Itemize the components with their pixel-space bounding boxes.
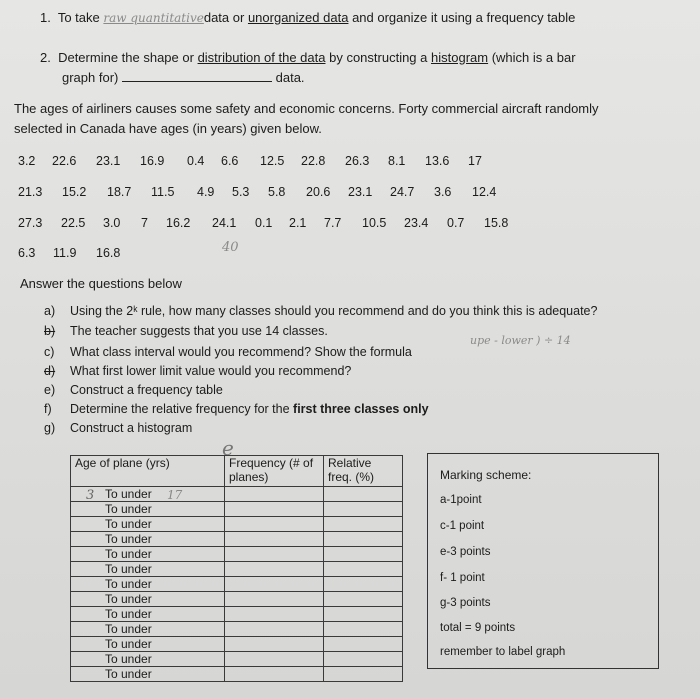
table-row: [71, 592, 403, 607]
relative-freq-cell[interactable]: [324, 487, 403, 502]
age-class-cell[interactable]: To under: [71, 562, 225, 577]
relative-freq-cell[interactable]: [324, 577, 403, 592]
age-value: 22.6: [52, 154, 77, 168]
question-text: Determine the relative frequency for the: [70, 402, 290, 416]
relative-freq-cell[interactable]: [324, 532, 403, 547]
table-row: [71, 562, 403, 577]
age-value: 2.1: [289, 216, 307, 230]
q2-pre: Determine the shape or: [58, 50, 194, 65]
table-row: [71, 502, 403, 517]
age-value: 23.1: [96, 154, 121, 168]
age-value: 4.9: [197, 185, 215, 199]
marking-item-g: g-3 points: [440, 597, 491, 609]
q2-number: 2.: [40, 50, 51, 65]
age-value: 24.1: [212, 216, 237, 230]
header-frequency: Frequency (# of planes): [225, 456, 324, 487]
frequency-cell[interactable]: [225, 577, 324, 592]
age-value: 26.3: [345, 154, 370, 168]
age-value: 23.4: [404, 216, 429, 230]
age-class-cell[interactable]: To under: [71, 502, 225, 517]
handnote-formula: upe - lower ) ÷ 14: [470, 334, 571, 347]
age-value: 7: [141, 216, 148, 230]
relative-freq-cell[interactable]: [324, 607, 403, 622]
question-item: [44, 364, 351, 378]
age-value: 17: [468, 154, 482, 168]
age-class-cell[interactable]: To under: [71, 577, 225, 592]
question-label: d): [44, 364, 56, 378]
question-label: g): [44, 421, 56, 435]
header-age: Age of plane (yrs): [71, 456, 225, 487]
handnote-17: 17: [167, 488, 183, 502]
age-class-cell[interactable]: To under: [71, 592, 225, 607]
header-relative-freq: Relative freq. (%): [324, 456, 403, 487]
question-item: [44, 402, 429, 416]
table-row: [71, 637, 403, 652]
age-value: 12.5: [260, 154, 285, 168]
age-value: 22.8: [301, 154, 326, 168]
age-value: 0.4: [187, 154, 205, 168]
age-value: 22.5: [61, 216, 86, 230]
intro-line-2: selected in Canada have ages (in years) given below.: [14, 121, 322, 136]
age-value: 15.2: [62, 185, 87, 199]
question-text: Construct a histogram: [70, 421, 193, 435]
relative-freq-cell[interactable]: [324, 667, 403, 682]
question-text: What first lower limit value would you recommend?: [70, 364, 352, 378]
relative-freq-cell[interactable]: [324, 652, 403, 667]
frequency-cell[interactable]: [225, 547, 324, 562]
age-value: 0.1: [255, 216, 273, 230]
age-value: 6.6: [221, 154, 239, 168]
question-label: e): [44, 383, 56, 397]
age-value: 8.1: [388, 154, 406, 168]
age-value: 3.6: [434, 185, 452, 199]
age-class-cell[interactable]: To under: [71, 637, 225, 652]
question-label: f): [44, 402, 52, 416]
intro-line-1: The ages of airliners causes some safety and economic concerns. Forty commercial aircraft randomly: [14, 101, 599, 116]
age-value: 12.4: [472, 185, 497, 199]
question-text: Construct a frequency table: [70, 383, 223, 397]
age-value: 11.9: [53, 246, 77, 260]
age-value: 3.2: [18, 154, 36, 168]
frequency-cell[interactable]: [225, 607, 324, 622]
age-value: 18.7: [107, 185, 132, 199]
frequency-cell[interactable]: [225, 517, 324, 532]
frequency-table: [70, 455, 403, 682]
marking-item-e: e-3 points: [440, 546, 491, 558]
age-value: 7.7: [324, 216, 342, 230]
table-row: [71, 652, 403, 667]
question-label: a): [44, 304, 56, 318]
age-value: 0.7: [447, 216, 465, 230]
question-bold-text: first three classes only: [293, 402, 429, 416]
question-item: [44, 304, 597, 318]
q2-blank: [122, 71, 272, 82]
q1-handwritten: raw quantitative: [103, 11, 204, 25]
age-value: 21.3: [18, 185, 43, 199]
marking-item-c: c-1 point: [440, 520, 485, 532]
table-row: [71, 577, 403, 592]
table-row: [71, 547, 403, 562]
age-class-cell[interactable]: To under: [71, 547, 225, 562]
question-text: Using the 2ᵏ rule, how many classes should you recommend and do you think this is adequate?: [70, 304, 598, 318]
age-value: 10.5: [362, 216, 387, 230]
table-row: [71, 622, 403, 637]
frequency-cell[interactable]: [225, 652, 324, 667]
age-value: 16.9: [140, 154, 165, 168]
relative-freq-cell[interactable]: [324, 517, 403, 532]
q2-line2-post: data.: [275, 70, 305, 85]
table-row: [71, 607, 403, 622]
question-item: [44, 324, 328, 338]
question-label: c): [44, 345, 55, 359]
age-value: 5.8: [268, 185, 286, 199]
frequency-cell[interactable]: [225, 637, 324, 652]
handnote-40: 40: [222, 240, 239, 255]
age-class-cell[interactable]: To under: [71, 622, 225, 637]
relative-freq-cell[interactable]: [324, 622, 403, 637]
question-item: [44, 421, 192, 435]
q2-post: (which is a bar: [491, 50, 576, 65]
q1-pre: To take: [57, 10, 100, 25]
table-row: [71, 532, 403, 547]
age-class-cell[interactable]: To under: [71, 667, 225, 682]
age-value: 5.3: [232, 185, 250, 199]
relative-freq-cell[interactable]: [324, 592, 403, 607]
age-class-cell[interactable]: To under: [71, 652, 225, 667]
frequency-cell[interactable]: [225, 487, 324, 502]
relative-freq-cell[interactable]: [324, 502, 403, 517]
frequency-cell[interactable]: [225, 502, 324, 517]
age-value: 20.6: [306, 185, 331, 199]
frequency-cell[interactable]: [225, 622, 324, 637]
relative-freq-cell[interactable]: [324, 562, 403, 577]
age-class-cell[interactable]: To under: [71, 607, 225, 622]
q2-underline-2: histogram: [431, 50, 489, 65]
age-class-cell[interactable]: To under: [71, 517, 225, 532]
answer-heading: Answer the questions below: [20, 276, 182, 291]
age-value: 23.1: [348, 185, 373, 199]
age-value: 16.2: [166, 216, 191, 230]
age-class-cell[interactable]: To under: [71, 487, 225, 502]
frequency-cell[interactable]: [225, 592, 324, 607]
marking-total: total = 9 points: [440, 622, 516, 634]
q2-underline-1: distribution of the data: [197, 50, 326, 65]
question-2: [40, 50, 576, 65]
question-label: b): [44, 324, 56, 338]
age-value: 6.3: [18, 246, 36, 260]
age-value: 27.3: [18, 216, 43, 230]
age-class-cell[interactable]: To under: [71, 532, 225, 547]
age-value: 16.8: [96, 246, 121, 260]
frequency-cell[interactable]: [225, 562, 324, 577]
question-item: [44, 345, 412, 359]
question-item: [44, 383, 223, 397]
marking-reminder: remember to label graph: [440, 646, 566, 658]
q1-post: and organize it using a frequency table: [352, 10, 576, 25]
q1-underlined: unorganized data: [247, 10, 349, 25]
relative-freq-cell[interactable]: [324, 637, 403, 652]
q1-mid: data or: [203, 10, 245, 25]
q2-line2-pre: graph for): [62, 70, 119, 85]
q1-number: 1.: [40, 10, 51, 25]
frequency-cell[interactable]: [225, 532, 324, 547]
question-text: The teacher suggests that you use 14 classes.: [70, 324, 328, 338]
age-value: 24.7: [390, 185, 415, 199]
age-value: 11.5: [151, 185, 175, 199]
table-row: [71, 667, 403, 682]
marking-title: Marking scheme:: [440, 468, 532, 482]
age-value: 3.0: [103, 216, 121, 230]
handnote-e: e: [222, 436, 234, 460]
question-1: [40, 10, 575, 25]
age-value: 13.6: [425, 154, 450, 168]
question-text: What class interval would you recommend? Show the formula: [70, 345, 412, 359]
marking-item-f: f- 1 point: [440, 572, 485, 584]
table-row: [71, 487, 403, 502]
question-2-line2: [62, 70, 305, 85]
marking-scheme-box: [427, 453, 659, 669]
marking-item-a: a-1point: [440, 494, 482, 506]
handnote-3: 3: [86, 488, 95, 503]
frequency-cell[interactable]: [225, 667, 324, 682]
age-value: 15.8: [484, 216, 509, 230]
relative-freq-cell[interactable]: [324, 547, 403, 562]
q2-mid: by constructing a: [329, 50, 428, 65]
table-header-row: [71, 456, 403, 487]
table-row: [71, 517, 403, 532]
